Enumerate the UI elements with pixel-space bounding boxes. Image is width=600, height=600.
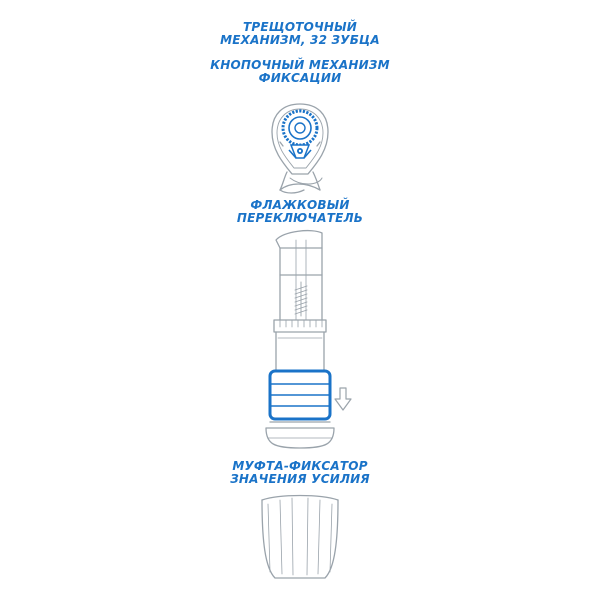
spring (295, 282, 307, 316)
torque-lock-collar (270, 371, 330, 419)
label-ratchet-line2: МЕХАНИЗМ, 32 ЗУБЦА (220, 33, 380, 47)
label-ratchet-line1: ТРЕЩОТОЧНЫЙ (242, 20, 358, 34)
arrow-down-icon (335, 388, 351, 410)
label-torque-lock-line1: МУФТА-ФИКСАТОР (232, 459, 368, 473)
label-torque-lock-line2: ЗНАЧЕНИЯ УСИЛИЯ (230, 472, 370, 486)
handle-upper (276, 231, 322, 320)
ratchet-gear (283, 111, 317, 145)
grip-lower (262, 422, 338, 578)
label-flag-switch-line1: ФЛАЖКОВЫЙ (250, 198, 350, 212)
label-button-lock-line1: КНОПОЧНЫЙ МЕХАНИЗМ (210, 58, 390, 72)
scale-sleeve (274, 320, 326, 370)
label-button-lock-line2: ФИКСАЦИИ (258, 71, 342, 85)
label-flag-switch-line2: ПЕРЕКЛЮЧАТЕЛЬ (236, 211, 364, 225)
